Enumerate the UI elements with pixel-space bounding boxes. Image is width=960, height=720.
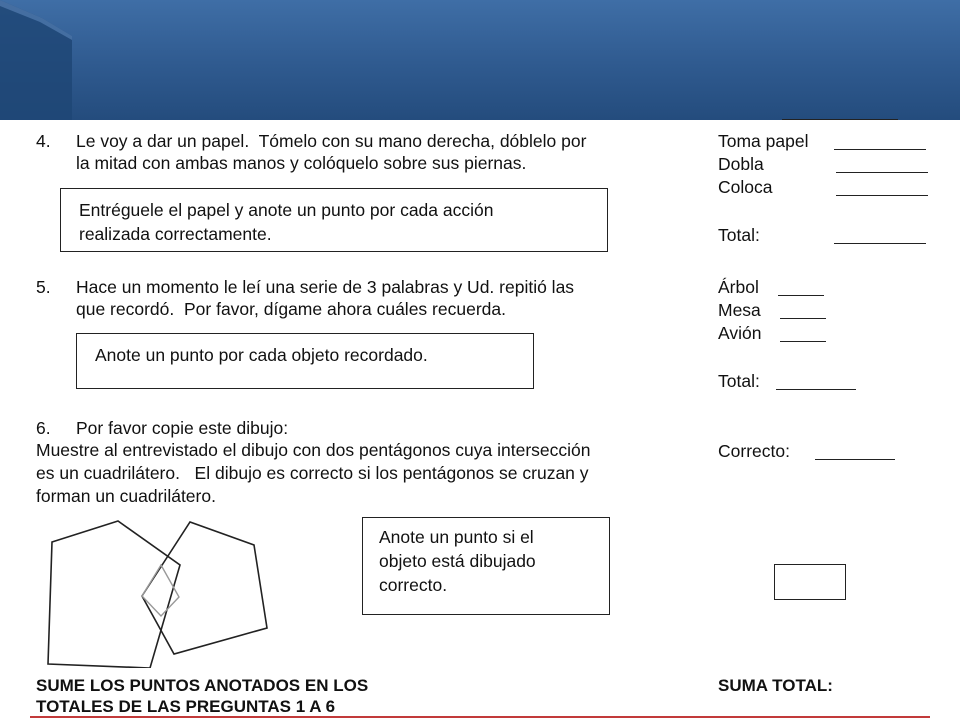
q6-text-line3: forman un cuadrilátero. <box>36 486 216 506</box>
q5-instruction: Anote un punto por cada objeto recordado. <box>95 345 428 365</box>
q5-total-label: Total: <box>718 371 760 391</box>
footer-line1: SUME LOS PUNTOS ANOTADOS EN LOS <box>36 676 369 695</box>
q4-instruction-line2: realizada correctamente. <box>79 224 272 244</box>
q5-score-item-mesa: Mesa <box>718 300 761 320</box>
q4-text-line1: Le voy a dar un papel. Tómelo con su mano derecha, dóblelo por <box>76 131 587 151</box>
intersection-quadrilateral <box>142 565 179 616</box>
q5-total-blank[interactable] <box>776 389 856 390</box>
q5-avion-blank[interactable] <box>780 341 826 342</box>
q5-arbol-blank[interactable] <box>778 295 824 296</box>
header-banner <box>0 0 960 120</box>
q4-coloca-blank[interactable] <box>836 195 928 196</box>
right-pentagon <box>142 522 267 654</box>
q4-text-line2: la mitad con ambas manos y colóquelo sobre sus piernas. <box>76 153 527 173</box>
q6-text-line2: es un cuadrilátero. El dibujo es correcto si los pentágonos se cruzan y <box>36 463 589 483</box>
q5-text-line2: que recordó. Por favor, dígame ahora cuáles recuerda. <box>76 299 506 319</box>
q4-toma-papel-blank[interactable] <box>834 149 926 150</box>
q4-dobla-blank[interactable] <box>836 172 928 173</box>
banner-tab-shape <box>0 0 72 120</box>
q6-instruction-line1: Anote un punto si el <box>379 527 534 547</box>
q6-score-box[interactable] <box>774 564 846 600</box>
q5-text-line1: Hace un momento le leí una serie de 3 palabras y Ud. repitió las <box>76 277 575 297</box>
q4-score-item-dobla: Dobla <box>718 154 764 174</box>
q5-score-item-arbol: Árbol <box>718 277 759 297</box>
previous-answer-line <box>782 119 898 120</box>
q4-instruction-box <box>60 188 608 252</box>
q5-mesa-blank[interactable] <box>780 318 826 319</box>
suma-total-label: SUMA TOTAL: <box>718 676 833 695</box>
q6-title: Por favor copie este dibujo: <box>76 418 289 438</box>
q4-number: 4. <box>36 131 51 151</box>
q6-number: 6. <box>36 418 51 438</box>
q6-score-blank[interactable] <box>815 459 895 460</box>
q4-total-label: Total: <box>718 225 760 245</box>
q6-text-line1: Muestre al entrevistado el dibujo con dos pentágonos cuya intersección <box>36 440 591 460</box>
q4-instruction-line1: Entréguele el papel y anote un punto por cada acción <box>79 200 494 220</box>
intersecting-pentagons-drawing <box>40 518 280 668</box>
q5-score-item-avion: Avión <box>718 323 762 343</box>
q6-instruction-line3: correcto. <box>379 575 448 595</box>
q4-score-item-toma-papel: Toma papel <box>718 131 809 151</box>
footer-line2: TOTALES DE LAS PREGUNTAS 1 A 6 <box>36 697 336 716</box>
q5-instruction-box <box>76 333 534 389</box>
q4-total-blank[interactable] <box>834 243 926 244</box>
q6-instruction-line2: objeto está dibujado <box>379 551 536 571</box>
q5-number: 5. <box>36 277 51 297</box>
left-pentagon <box>48 521 180 668</box>
q6-score-label: Correcto: <box>718 441 790 461</box>
q4-score-item-coloca: Coloca <box>718 177 773 197</box>
q6-instruction-box <box>362 517 610 615</box>
bottom-accent-rule <box>30 716 930 718</box>
